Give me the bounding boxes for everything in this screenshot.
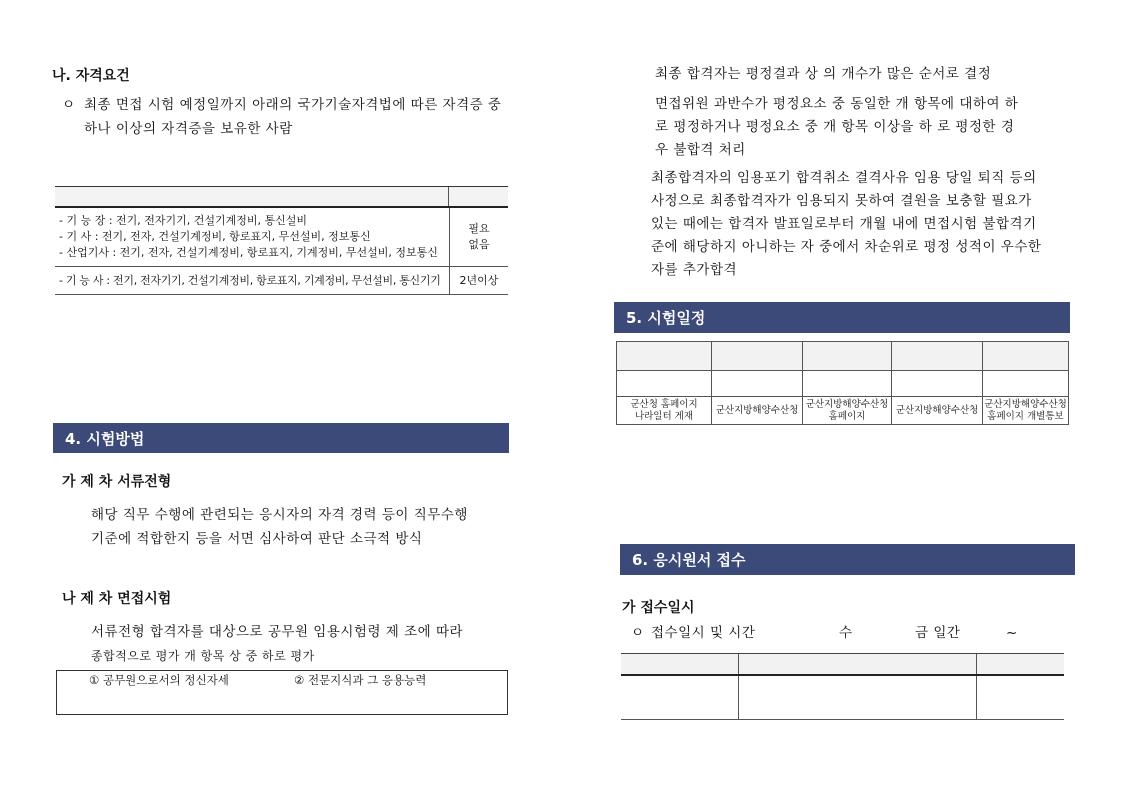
qualifications-text-line1: 최종 면접 시험 예정일까지 아래의 국가기술자격법에 따른 자격증 중 xyxy=(84,97,502,113)
first-stage-line1: 해당 직무 수행에 관련되는 응시자의 자격 경력 등이 직무수행 xyxy=(91,507,468,523)
table-row xyxy=(617,342,1069,371)
rules-p2-line1: 면접위원 과반수가 평정요소 중 동일한 개 항목에 대하여 하 xyxy=(655,96,1019,112)
rules-p3-line2: 사정으로 최종합격자가 임용되지 못하여 결원을 보충할 필요가 xyxy=(651,193,1032,209)
schedule-banner: 5. 시험일정 xyxy=(614,302,1070,333)
first-stage-line2: 기준에 적합한지 등을 서면 심사하여 판단 소극적 방식 xyxy=(91,531,423,547)
schedule-place: 홈페이지 개별통보 xyxy=(987,410,1064,422)
application-period-tilde: ~ xyxy=(1006,625,1018,641)
schedule-place: 군산지방해양수산청 xyxy=(895,404,979,416)
application-banner: 6. 응시원서 접수 xyxy=(620,544,1075,575)
table-row xyxy=(55,208,508,266)
rules-line1: 최종 합격자는 평정결과 상 의 개수가 많은 순서로 결정 xyxy=(655,66,992,82)
application-period-end: 금 일간 xyxy=(915,625,961,641)
second-stage-heading: 나 제 차 면접시험 xyxy=(62,591,172,607)
schedule-place: 군산지방해양수산청 xyxy=(805,398,889,410)
qualification-table xyxy=(55,186,508,295)
schedule-place: 군산청 홈페이지 xyxy=(630,398,698,410)
application-period-label: 접수일시 및 시간 xyxy=(651,625,756,641)
schedule-place: 군산지방해양수산청 xyxy=(715,404,799,416)
schedule-place: 군산지방해양수산청 xyxy=(984,398,1067,410)
experience-line2: 없음 xyxy=(468,237,490,251)
rules-p2-line2: 로 평정하거나 평정요소 중 개 항목 이상을 하 로 평정한 경 xyxy=(655,119,1015,135)
application-period-mid: 수 xyxy=(839,625,853,641)
application-sub-heading: 가 접수일시 xyxy=(622,600,695,616)
application-bullet: ㅇ xyxy=(631,625,645,641)
table-row xyxy=(617,371,1069,397)
qualification-line: - 기 능 사 : 전기, 전자기기, 건설기계정비, 항로표지, 기계정비, 무선설비, 통신기기 xyxy=(55,266,450,294)
experience-value: 2년이상 xyxy=(459,274,499,287)
qualification-line: - 산업기사 : 전기, 전자, 건설기계정비, 항로표지, 기계정비, 무선설비, 정보통신 xyxy=(59,245,438,259)
first-stage-heading: 가 제 차 서류전형 xyxy=(62,474,172,490)
table-row xyxy=(621,676,1064,719)
qualifications-bullet: ㅇ xyxy=(62,97,76,113)
table-row xyxy=(55,266,508,294)
qualification-line: - 기 사 : 전기, 전자, 건설기계정비, 항로표지, 무선설비, 정보통신 xyxy=(59,229,371,243)
rules-p3-line4: 준에 해당하지 아니하는 자 중에서 차순위로 평정 성적이 우수한 xyxy=(651,239,1042,255)
rules-p2-line3: 우 불합격 처리 xyxy=(655,142,746,158)
schedule-place: 홈페이지 xyxy=(828,410,866,422)
evaluation-item: ② 전문지식과 그 응용능력 xyxy=(294,673,427,687)
rules-p3-line3: 있는 때에는 합격자 발표일로부터 개월 내에 면접시험 불합격기 xyxy=(651,216,1037,232)
qualification-table-header xyxy=(55,186,508,208)
evaluation-item: ① 공무원으로서의 정신자세 xyxy=(89,673,229,687)
schedule-table xyxy=(616,341,1069,425)
qualification-line: - 기 능 장 : 전기, 전자기기, 건설기계정비, 통신설비 xyxy=(59,213,308,227)
application-table-header xyxy=(621,653,1064,676)
schedule-place: 나라일터 게재 xyxy=(634,410,694,422)
qualifications-heading: 나. 자격요건 xyxy=(52,68,130,84)
second-stage-line1: 서류전형 합격자를 대상으로 공무원 임용시험령 제 조에 따라 xyxy=(91,624,464,640)
application-table xyxy=(621,653,1064,720)
table-row xyxy=(617,397,1069,425)
second-stage-line2: 종합적으로 평가 개 항목 상 중 하로 평가 xyxy=(91,649,315,663)
rules-p3-line5: 자를 추가합격 xyxy=(651,262,738,278)
evaluation-items-box xyxy=(56,670,508,715)
qualifications-text-line2: 하나 이상의 자격증을 보유한 사람 xyxy=(84,121,293,137)
experience-line1: 필요 xyxy=(468,221,490,235)
exam-method-banner: 4. 시험방법 xyxy=(53,423,509,453)
rules-p3-line1: 최종합격자의 임용포기 합격취소 결격사유 임용 당일 퇴직 등의 xyxy=(651,170,1037,186)
